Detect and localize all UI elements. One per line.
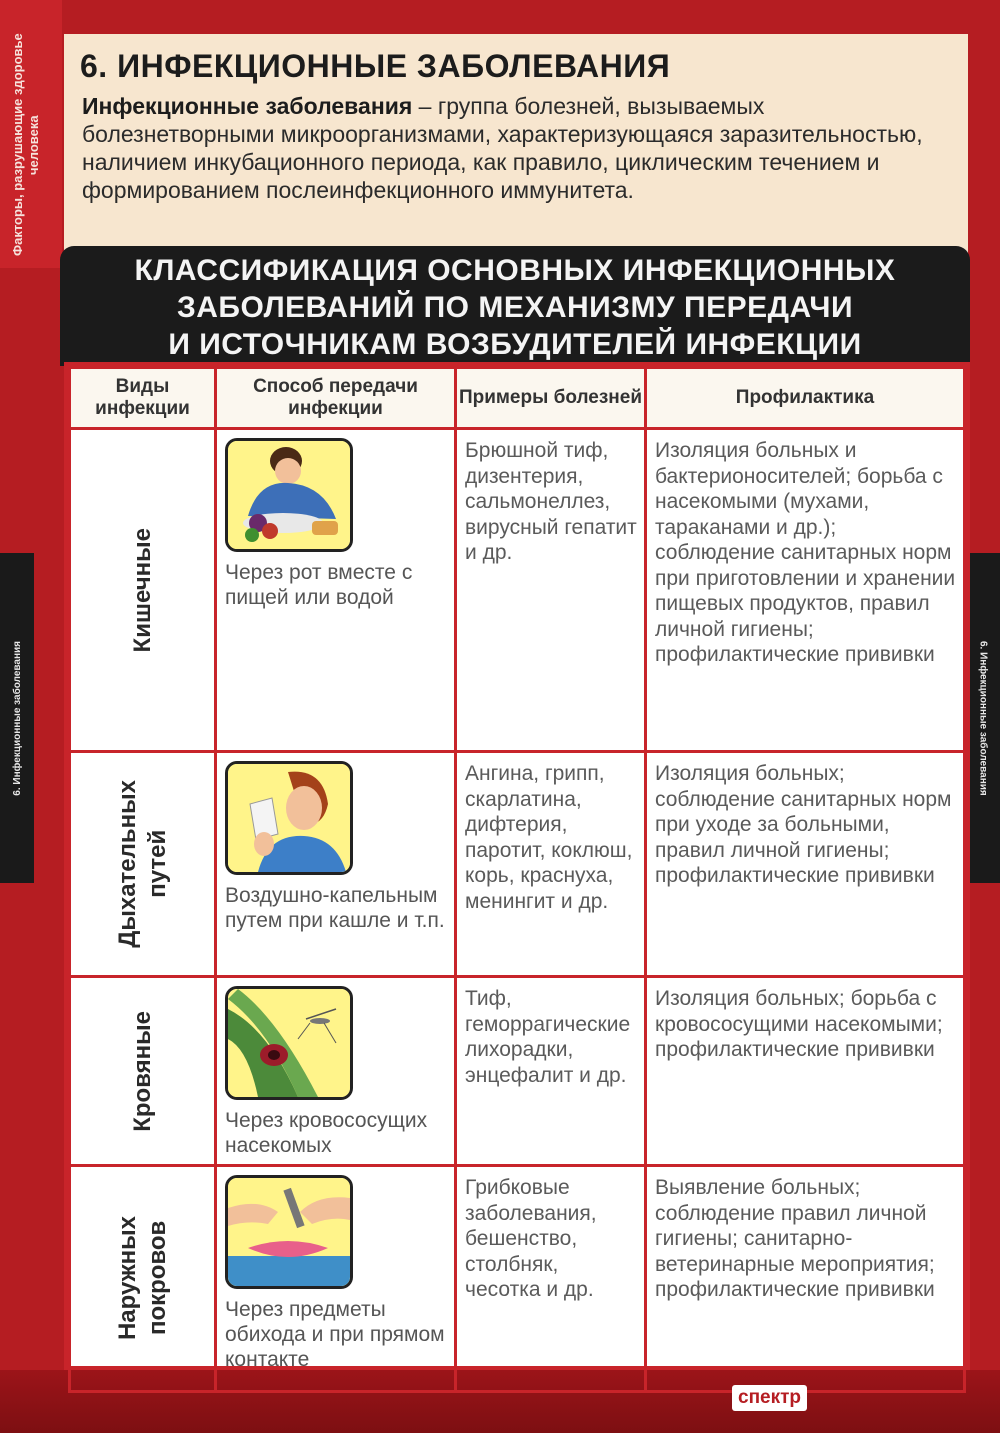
table-row	[70, 977, 965, 1166]
row-prevention-cell: Изоляция больных и бактерионосителей; борьба с насекомыми (мухами, тараканами и др.); соблюдение санитарных норм при приготовлении и хранении пищевых продуктов, правил личной гигиены; профилактические прививки	[646, 429, 965, 752]
row-type-label: Дыхательных путей	[113, 780, 171, 948]
row-prevention-cell: Изоляция больных; соблюдение санитарных норм при уходе за больными, правил личной гигиены; профилактические прививки	[646, 752, 965, 977]
left-side-tab	[0, 553, 34, 883]
row-type-cell	[70, 1166, 216, 1392]
row-examples-cell: Тиф, геморрагические лихорадки, энцефалит и др.	[456, 977, 646, 1166]
row-type-cell	[70, 429, 216, 752]
row-way-text: Через кровососущих насекомых	[225, 1109, 428, 1157]
classification-line-1: КЛАССИФИКАЦИЯ ОСНОВНЫХ ИНФЕКЦИОННЫХ	[134, 253, 896, 287]
row-way-text: Воздушно-капельным путем при кашле и т.п.	[225, 884, 445, 932]
row-type-label: Наружных покровов	[113, 1216, 171, 1341]
left-side-tab-label: 6. Инфекционные заболевания	[11, 640, 23, 796]
coughing-person-icon	[225, 761, 353, 875]
definition-paragraph	[82, 92, 962, 204]
table-row	[70, 752, 965, 977]
header-prevention: Профилактика	[646, 368, 965, 429]
classification-line-2: ЗАБОЛЕВАНИЙ ПО МЕХАНИЗМУ ПЕРЕДАЧИ	[176, 290, 853, 324]
classification-line-3: И ИСТОЧНИКАМ ВОЗБУДИТЕЛЕЙ ИНФЕКЦИИ	[168, 327, 862, 361]
row-type-label: Кровяные	[128, 1010, 156, 1132]
table-header-row	[70, 368, 965, 429]
header-way: Способ передачи инфекции	[216, 368, 456, 429]
right-side-tab	[966, 553, 1000, 883]
header-type: Виды инфекции	[70, 368, 216, 429]
row-way-cell	[216, 429, 456, 752]
row-way-text: Через предметы обихода и при прямом контакте	[225, 1298, 445, 1371]
row-type-cell	[70, 752, 216, 977]
row-way-cell	[216, 977, 456, 1166]
classification-table	[64, 362, 970, 1370]
table-row	[70, 1166, 965, 1392]
row-prevention-cell: Выявление больных; соблюдение правил личной гигиены; санитарно-ветеринарные мероприятия; профилактические прививки	[646, 1166, 965, 1392]
publisher-footer	[732, 1362, 1000, 1433]
poster-panel	[64, 34, 968, 1370]
right-side-tab-label: 6. Инфекционные заболевания	[977, 640, 989, 796]
row-prevention-cell: Изоляция больных; борьба с кровососущими насекомыми; профилактические прививки	[646, 977, 965, 1166]
definition-term: Инфекционные заболевания	[82, 93, 413, 119]
row-examples-cell: Грибковые заболевания, бешенство, столбняк, чесотка и др.	[456, 1166, 646, 1392]
hands-contact-icon	[225, 1175, 353, 1289]
eating-person-icon	[225, 438, 353, 552]
row-way-text: Через рот вместе с пищей или водой	[225, 561, 413, 609]
page-title: 6. ИНФЕКЦИОННЫЕ ЗАБОЛЕВАНИЯ	[80, 48, 671, 84]
row-way-cell	[216, 1166, 456, 1392]
classification-heading	[60, 246, 970, 366]
table-row	[70, 429, 965, 752]
mosquito-bite-icon	[225, 986, 353, 1100]
header-examples: Примеры болезней	[456, 368, 646, 429]
row-type-cell	[70, 977, 216, 1166]
row-examples-cell: Ангина, грипп, скарлатина, дифтерия, паротит, коклюш, корь, краснуха, менингит и др.	[456, 752, 646, 977]
row-examples-cell: Брюшной тиф, дизентерия, сальмонеллез, вирусный гепатит и др.	[456, 429, 646, 752]
definition-text: – группа болезней, вызываемых болезнетворными микроорганизмами, характеризующаяся заразительностью, наличием инкубационного периода, как правило, циклическим течением и формированием послеинфекционного иммунитета.	[82, 93, 923, 203]
row-type-label: Кишечные	[128, 527, 156, 653]
top-left-label: Факторы, разрушающие здоровье человека	[10, 33, 41, 257]
row-way-cell	[216, 752, 456, 977]
publisher-logo: спектр	[732, 1385, 807, 1411]
top-left-label-bar	[0, 0, 62, 268]
